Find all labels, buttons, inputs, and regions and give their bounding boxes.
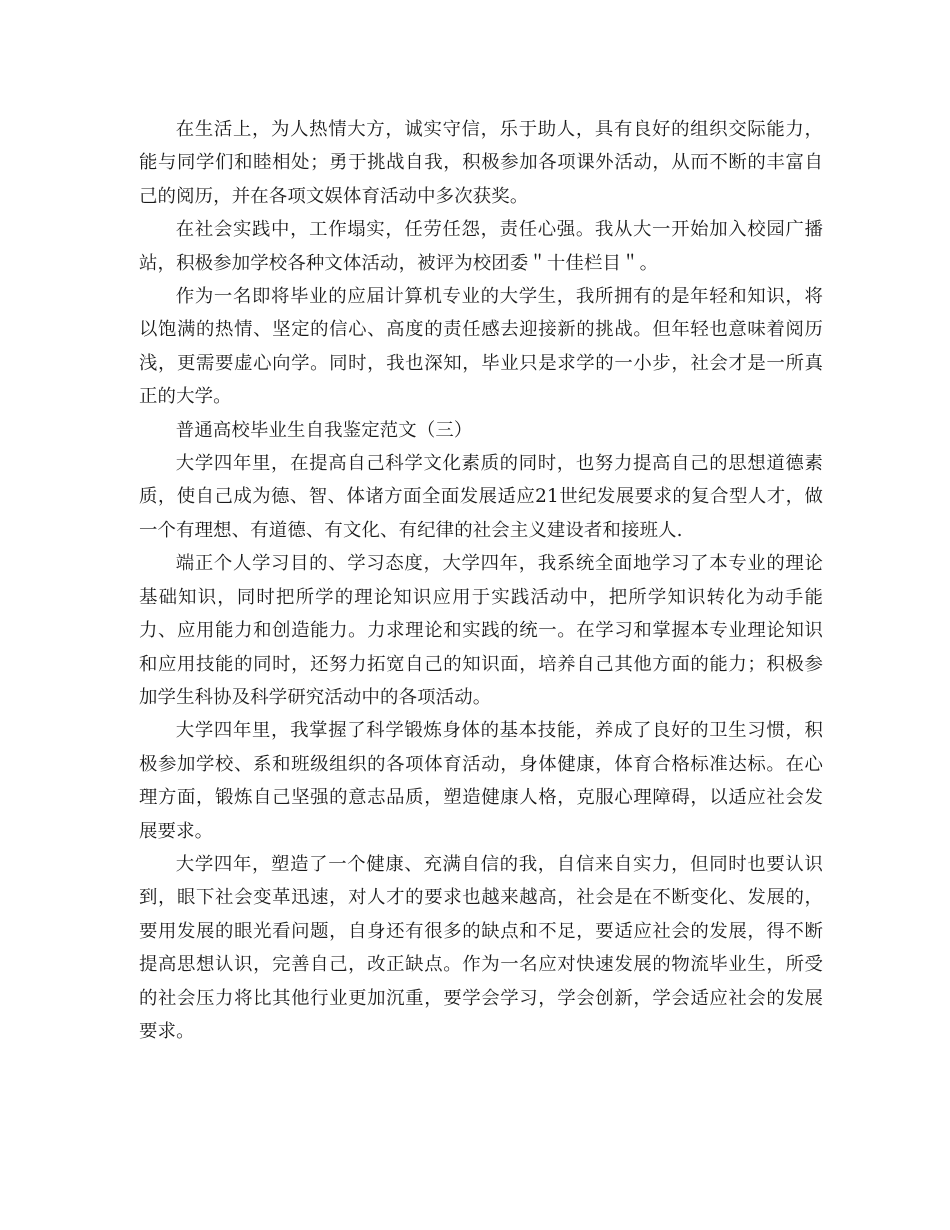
paragraph-physical-health: 大学四年里，我掌握了科学锻炼身体的基本技能，养成了良好的卫生习惯，积极参加学校、系和班级组织的各项体育活动，身体健康，体育合格标准达标。在心理方面，锻炼自己坚强的意志品质，塑造健康人格，克服心理障碍，以适应社会发展要求。 bbox=[139, 720, 823, 842]
paragraph-self-confidence: 大学四年，塑造了一个健康、充满自信的我，自信来自实力，但同时也要认识到，眼下社会变革迅速，对人才的要求也越来越高，社会是在不断变化、发展的，要用发展的眼光看问题，自身还有很多的缺点和不足，要适应社会的发展，得不断提高思想认识，完善自己，改正缺点。作为一名应对快速发展的物流毕业生，所受的社会压力将比其他行业更加沉重，要学会学习，学会创新，学会适应社会的发展要求。 bbox=[139, 853, 823, 1042]
section-heading: 普通高校毕业生自我鉴定范文（三） bbox=[175, 419, 473, 441]
document-page bbox=[139, 113, 823, 1048]
paragraph-study-attitude: 端正个人学习目的、学习态度，大学四年，我系统全面地学习了本专业的理论基础知识，同时把所学的理论知识应用于实践活动中，把所学知识转化为动手能力、应用能力和创造能力。力求理论和实践的统一。在学习和掌握本专业理论知识和应用技能的同时，还努力拓宽自己的知识面，培养自己其他方面的能力；积极参加学生科协及科学研究活动中的各项活动。 bbox=[139, 553, 823, 708]
paragraph-social-practice: 在社会实践中，工作塌实，任劳任怨，责任心强。我从大一开始加入校园广播站，积极参加学校各种文体活动，被评为校团委＂十佳栏目＂。 bbox=[139, 219, 823, 274]
paragraph-graduate-outlook: 作为一名即将毕业的应届计算机专业的大学生，我所拥有的是年轻和知识，将以饱满的热情、坚定的信心、高度的责任感去迎接新的挑战。但年轻也意味着阅历浅，更需要虚心向学。同时，我也深知，毕业只是求学的一小步，社会才是一所真正的大学。 bbox=[139, 286, 823, 408]
paragraph-life: 在生活上，为人热情大方，诚实守信，乐于助人，具有良好的组织交际能力，能与同学们和睦相处；勇于挑战自我，积极参加各项课外活动，从而不断的丰富自己的阅历，并在各项文娱体育活动中多次获奖。 bbox=[139, 119, 823, 207]
paragraph-four-years: 大学四年里，在提高自己科学文化素质的同时，也努力提高自己的思想道德素质，使自己成为德、智、体诸方面全面发展适应21世纪发展要求的复合型人才，做一个有理想、有道德、有文化、有纪律的社会主义建设者和接班人. bbox=[139, 453, 823, 541]
